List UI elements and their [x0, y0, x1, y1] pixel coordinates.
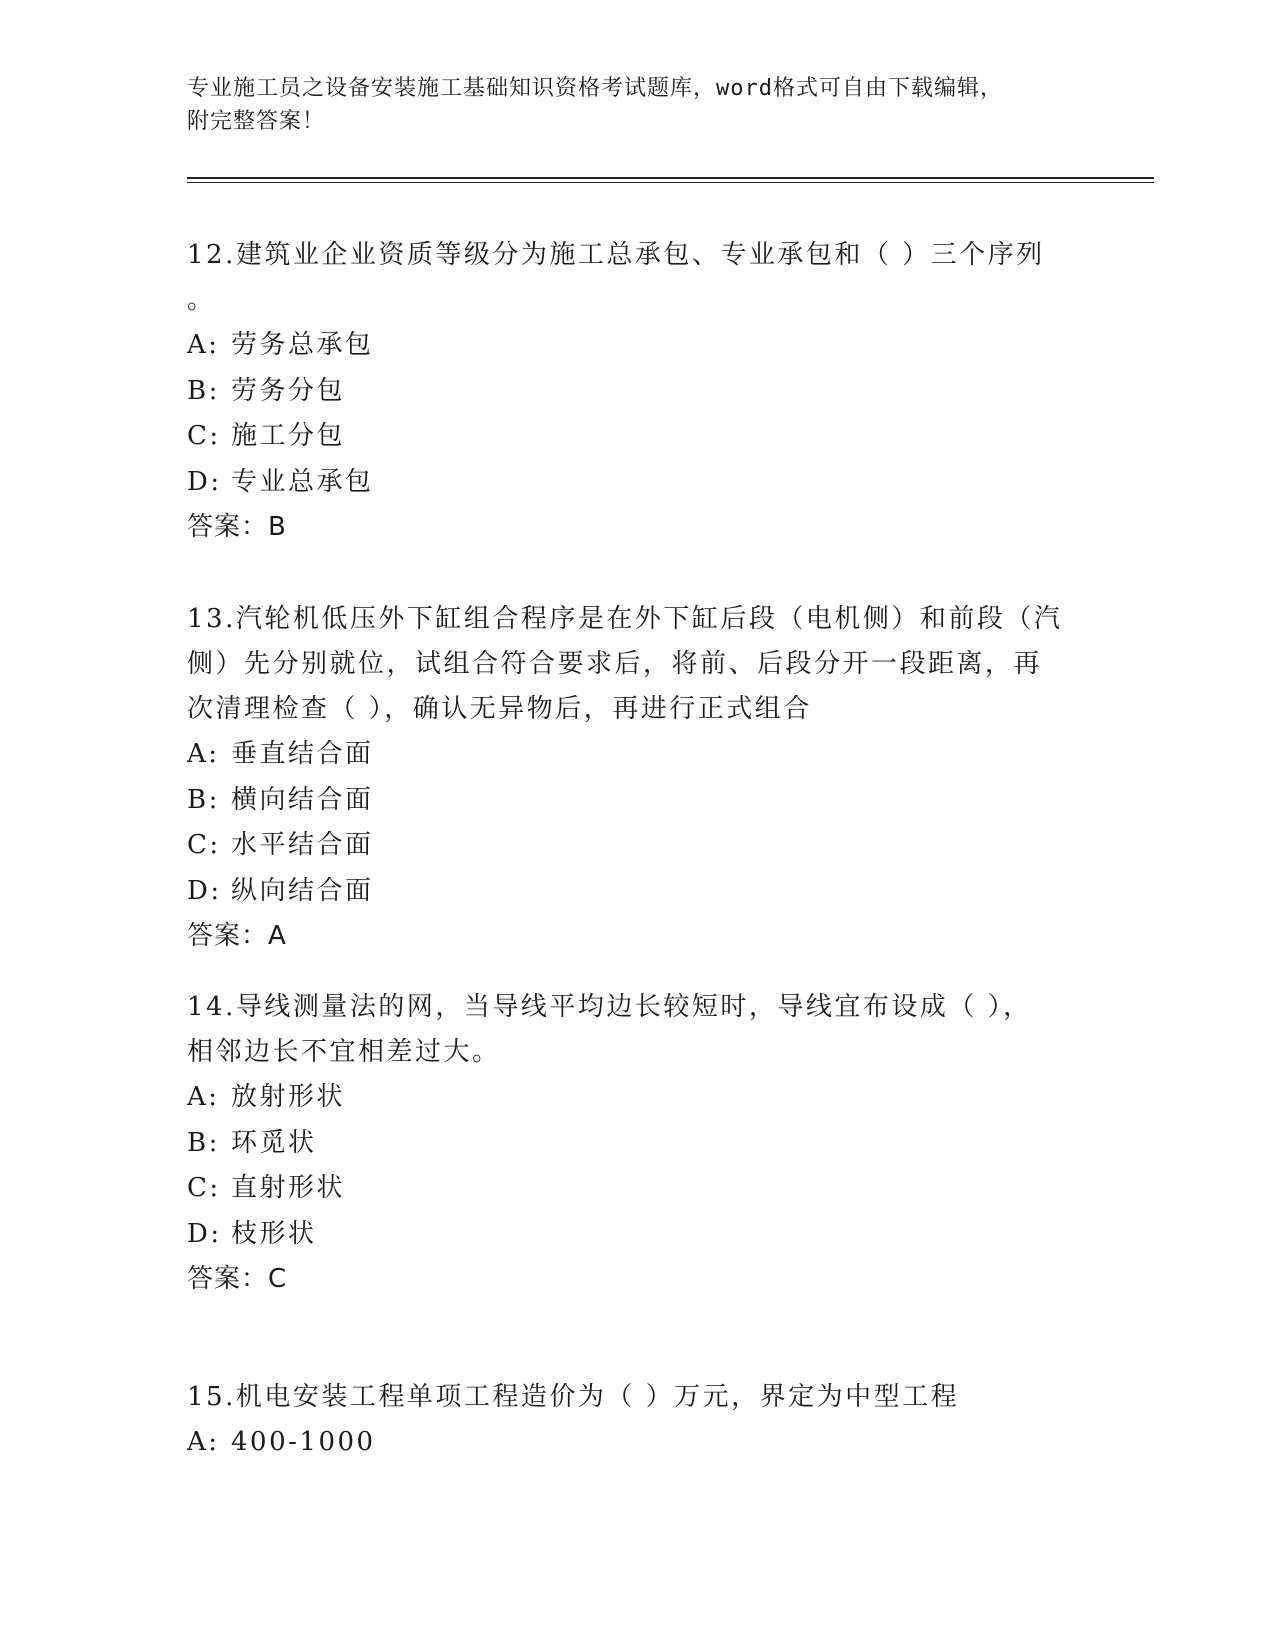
stem-line: 15.机电安装工程单项工程造价为（ ）万元，界定为中型工程 [187, 1382, 960, 1412]
stem-line: 12.建筑业企业资质等级分为施工总承包、专业承包和（ ）三个序列 [187, 240, 1045, 270]
option-a [187, 732, 1087, 778]
option-letter: C: [187, 1173, 221, 1203]
option-letter: C: [187, 830, 221, 860]
answer-line: 答案：A [187, 921, 287, 951]
header-line-1: 专业施工员之设备安装施工基础知识资格考试题库，word格式可自由下载编辑， [187, 76, 1003, 101]
option-letter: D: [187, 875, 222, 906]
question-13 [187, 597, 1087, 959]
header-divider-thin [187, 182, 1154, 183]
stem-line: 。 [187, 285, 216, 315]
option-text: 环觅状 [231, 1127, 317, 1158]
option-letter: B: [187, 1127, 220, 1158]
option-letter: A: [187, 739, 220, 769]
option-letter: A: [187, 330, 220, 360]
option-c [187, 823, 1087, 869]
option-c [187, 1166, 1087, 1212]
option-letter: B: [187, 375, 220, 406]
option-text: 劳务总承包 [231, 330, 374, 360]
answer-line: 答案：B [187, 512, 287, 542]
question-15 [187, 1375, 1087, 1466]
document-header [187, 72, 1067, 138]
question-stem [187, 1375, 1087, 1420]
option-b [187, 1121, 1087, 1167]
question-stem [187, 597, 1087, 732]
header-divider-thick [187, 177, 1154, 179]
option-text: 垂直结合面 [231, 739, 374, 769]
option-letter: B: [187, 784, 220, 815]
header-line-2: 附完整答案！ [187, 109, 326, 134]
option-text: 纵向结合面 [231, 875, 374, 906]
option-b [187, 369, 1087, 415]
question-stem [187, 985, 1087, 1075]
option-text: 直射形状 [231, 1173, 346, 1203]
stem-line: 14.导线测量法的网，当导线平均边长较短时，导线宜布设成（ ）， [187, 992, 1032, 1022]
stem-line: 侧）先分别就位，试组合符合要求后，将前、后段分开一段距离，再 [187, 649, 1043, 679]
option-text: 劳务分包 [231, 375, 346, 406]
option-text: 水平结合面 [231, 830, 374, 860]
option-text: 放射形状 [231, 1082, 346, 1112]
option-letter: D: [187, 466, 222, 497]
option-text: 专业总承包 [231, 466, 374, 497]
option-c [187, 414, 1087, 460]
option-a [187, 1420, 1087, 1466]
answer-line: 答案：C [187, 1264, 288, 1294]
option-text: 枝形状 [231, 1218, 317, 1249]
question-stem [187, 233, 1087, 323]
stem-line: 相邻边长不宜相差过大。 [187, 1037, 501, 1067]
question-14 [187, 985, 1087, 1302]
option-letter: A: [187, 1427, 220, 1457]
option-d [187, 1212, 1087, 1258]
option-b [187, 778, 1087, 824]
option-d [187, 869, 1087, 915]
option-text: 施工分包 [231, 421, 346, 451]
option-d [187, 460, 1087, 506]
stem-line: 13.汽轮机低压外下缸组合程序是在外下缸后段（电机侧）和前段（汽 [187, 604, 1063, 634]
option-letter: D: [187, 1218, 222, 1249]
option-letter: C: [187, 421, 221, 451]
option-a [187, 323, 1087, 369]
question-12 [187, 233, 1087, 550]
option-text: 横向结合面 [231, 784, 374, 815]
stem-line: 次清理检查（ ），确认无异物后，再进行正式组合 [187, 694, 812, 724]
option-a [187, 1075, 1087, 1121]
option-letter: A: [187, 1082, 220, 1112]
option-text: 400-1000 [231, 1427, 376, 1457]
